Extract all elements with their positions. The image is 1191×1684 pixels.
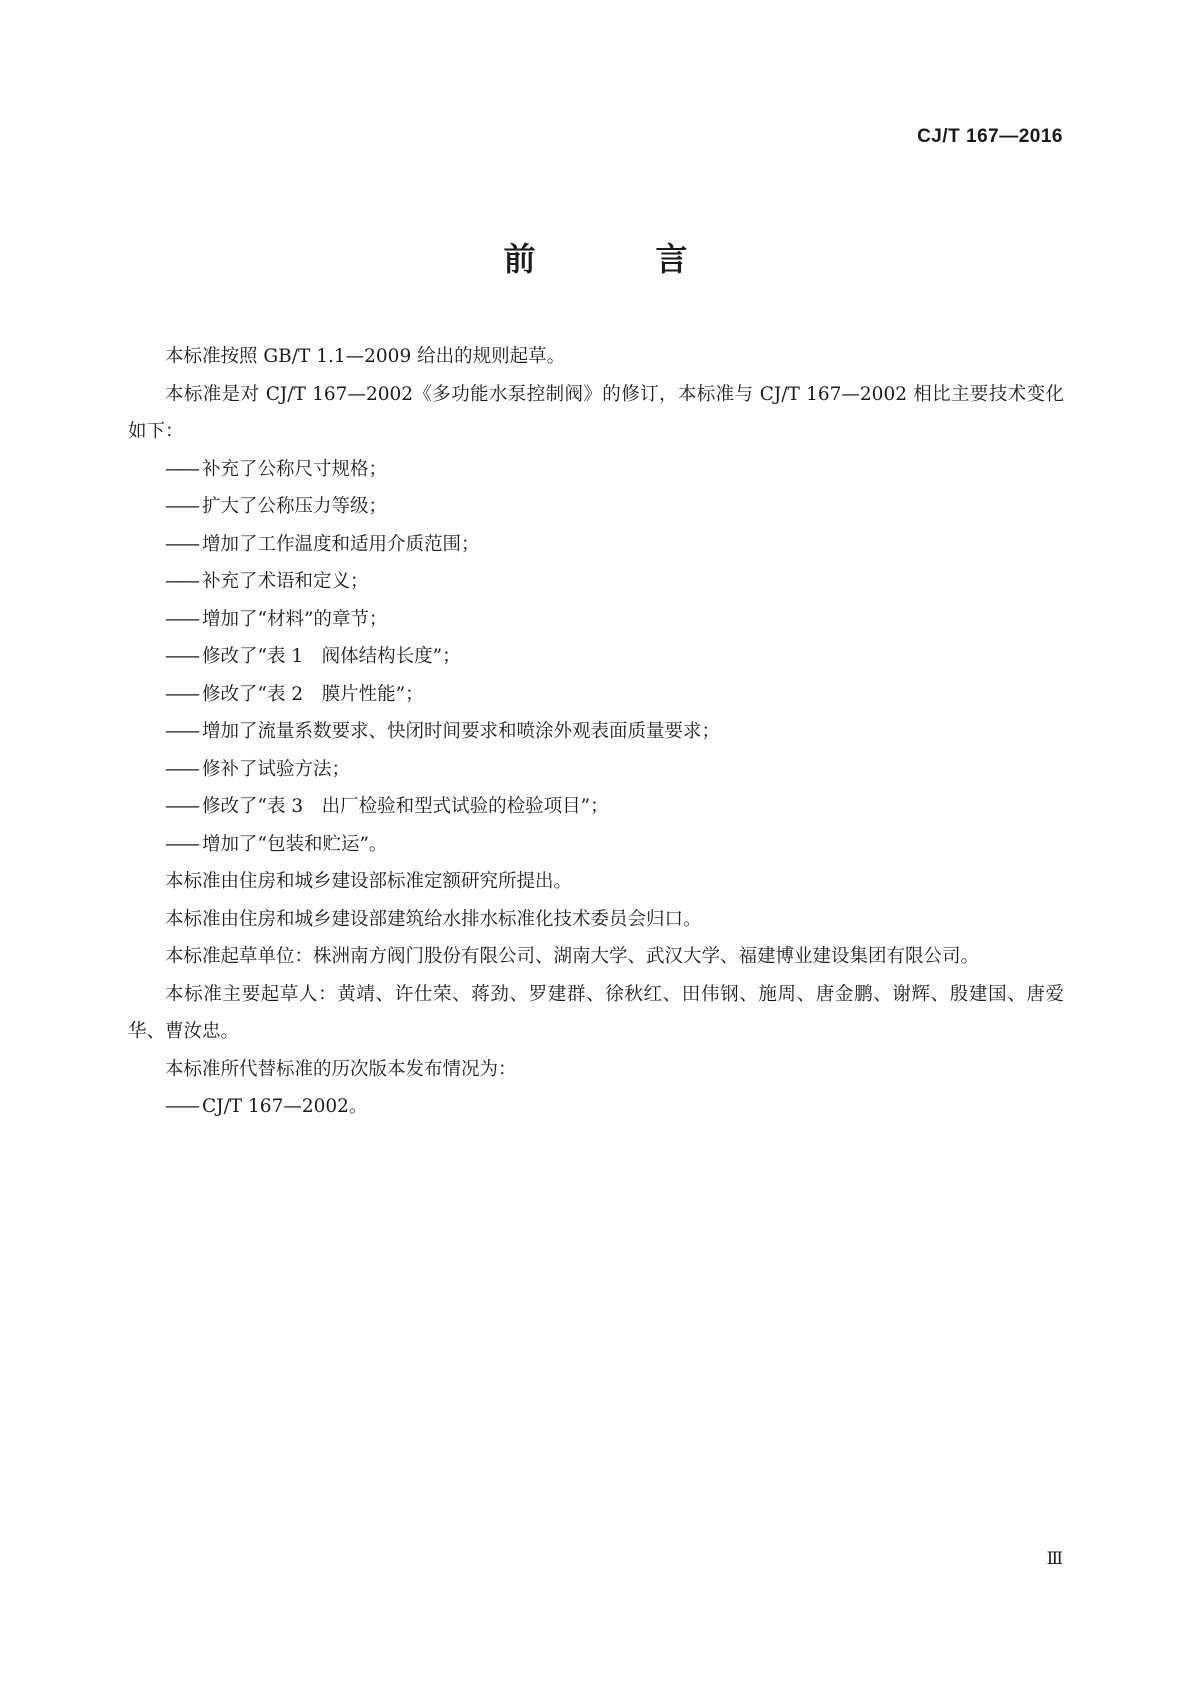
paragraph-drafting-units: 本标准起草单位：株洲南方阀门股份有限公司、湖南大学、武汉大学、福建博业建设集团有限公司。 (165, 946, 980, 967)
change-item-text: 修改了“表 1 阀体结构长度”； (202, 646, 461, 667)
change-item (128, 451, 1064, 489)
change-item (128, 638, 1064, 676)
change-item-text: 增加了“材料”的章节； (202, 608, 388, 630)
dash-mark: —— (165, 721, 198, 742)
change-item (128, 563, 1064, 601)
change-item-text: 修改了“表 2 膜片性能”； (202, 683, 424, 705)
change-item (128, 751, 1064, 789)
paragraph-revision-intro: 本标准是对 CJ/T 167—2002《多功能水泵控制阀》的修订，本标准与 CJ/T 167—2002 相比主要技术变化如下： (128, 383, 1064, 442)
change-item (128, 488, 1064, 526)
dash-mark: —— (165, 533, 198, 555)
page-title: 前 言 (503, 240, 732, 278)
dash-mark: —— (165, 646, 198, 667)
change-item (128, 826, 1064, 864)
paragraph-administrator: 本标准由住房和城乡建设部建筑给水排水标准化技术委员会归口。 (165, 908, 702, 930)
change-item-text: 增加了工作温度和适用介质范围； (202, 533, 480, 555)
change-item-text: 补充了公称尺寸规格； (202, 458, 388, 480)
change-item (128, 676, 1064, 714)
change-item-text: 补充了术语和定义； (202, 571, 369, 592)
change-item-text: 修补了试验方法； (202, 758, 351, 780)
standard-code: CJ/T 167—2016 (917, 126, 1063, 147)
dash-mark: —— (165, 458, 198, 480)
dash-mark: —— (165, 683, 198, 705)
change-item-text: 增加了“包装和贮运”。 (202, 833, 388, 855)
change-item (128, 788, 1064, 826)
dash-mark: —— (165, 571, 198, 592)
paragraph-drafters: 本标准主要起草人：黄靖、许仕荣、蒋劲、罗建群、徐秋红、田伟钢、施周、唐金鹏、谢辉、殷建国、唐爱华、曹汝忠。 (128, 983, 1064, 1042)
paragraph-previous-editions: 本标准所代替标准的历次版本发布情况为： (165, 1058, 517, 1080)
change-item (128, 601, 1064, 639)
change-item-text: 修改了“表 3 出厂检验和型式试验的检验项目”； (202, 796, 609, 817)
page-number: Ⅲ (1046, 1549, 1063, 1569)
change-item-text: 增加了流量系数要求、快闭时间要求和喷涂外观表面质量要求； (202, 721, 721, 742)
foreword-body (128, 338, 1064, 1126)
previous-version-text: CJ/T 167—2002。 (202, 1096, 368, 1117)
dash-mark: —— (165, 496, 198, 517)
dash-mark: —— (165, 1096, 198, 1117)
dash-mark: —— (165, 796, 198, 817)
paragraph-drafting-rules: 本标准按照 GB/T 1.1—2009 给出的规则起草。 (165, 346, 566, 367)
change-item (128, 526, 1064, 564)
dash-mark: —— (165, 833, 198, 855)
dash-mark: —— (165, 758, 198, 780)
dash-mark: —— (165, 608, 198, 630)
change-item-text: 扩大了公称压力等级； (202, 496, 388, 517)
previous-version-item (128, 1088, 1064, 1126)
paragraph-proposer: 本标准由住房和城乡建设部标准定额研究所提出。 (165, 871, 573, 892)
change-item (128, 713, 1064, 751)
